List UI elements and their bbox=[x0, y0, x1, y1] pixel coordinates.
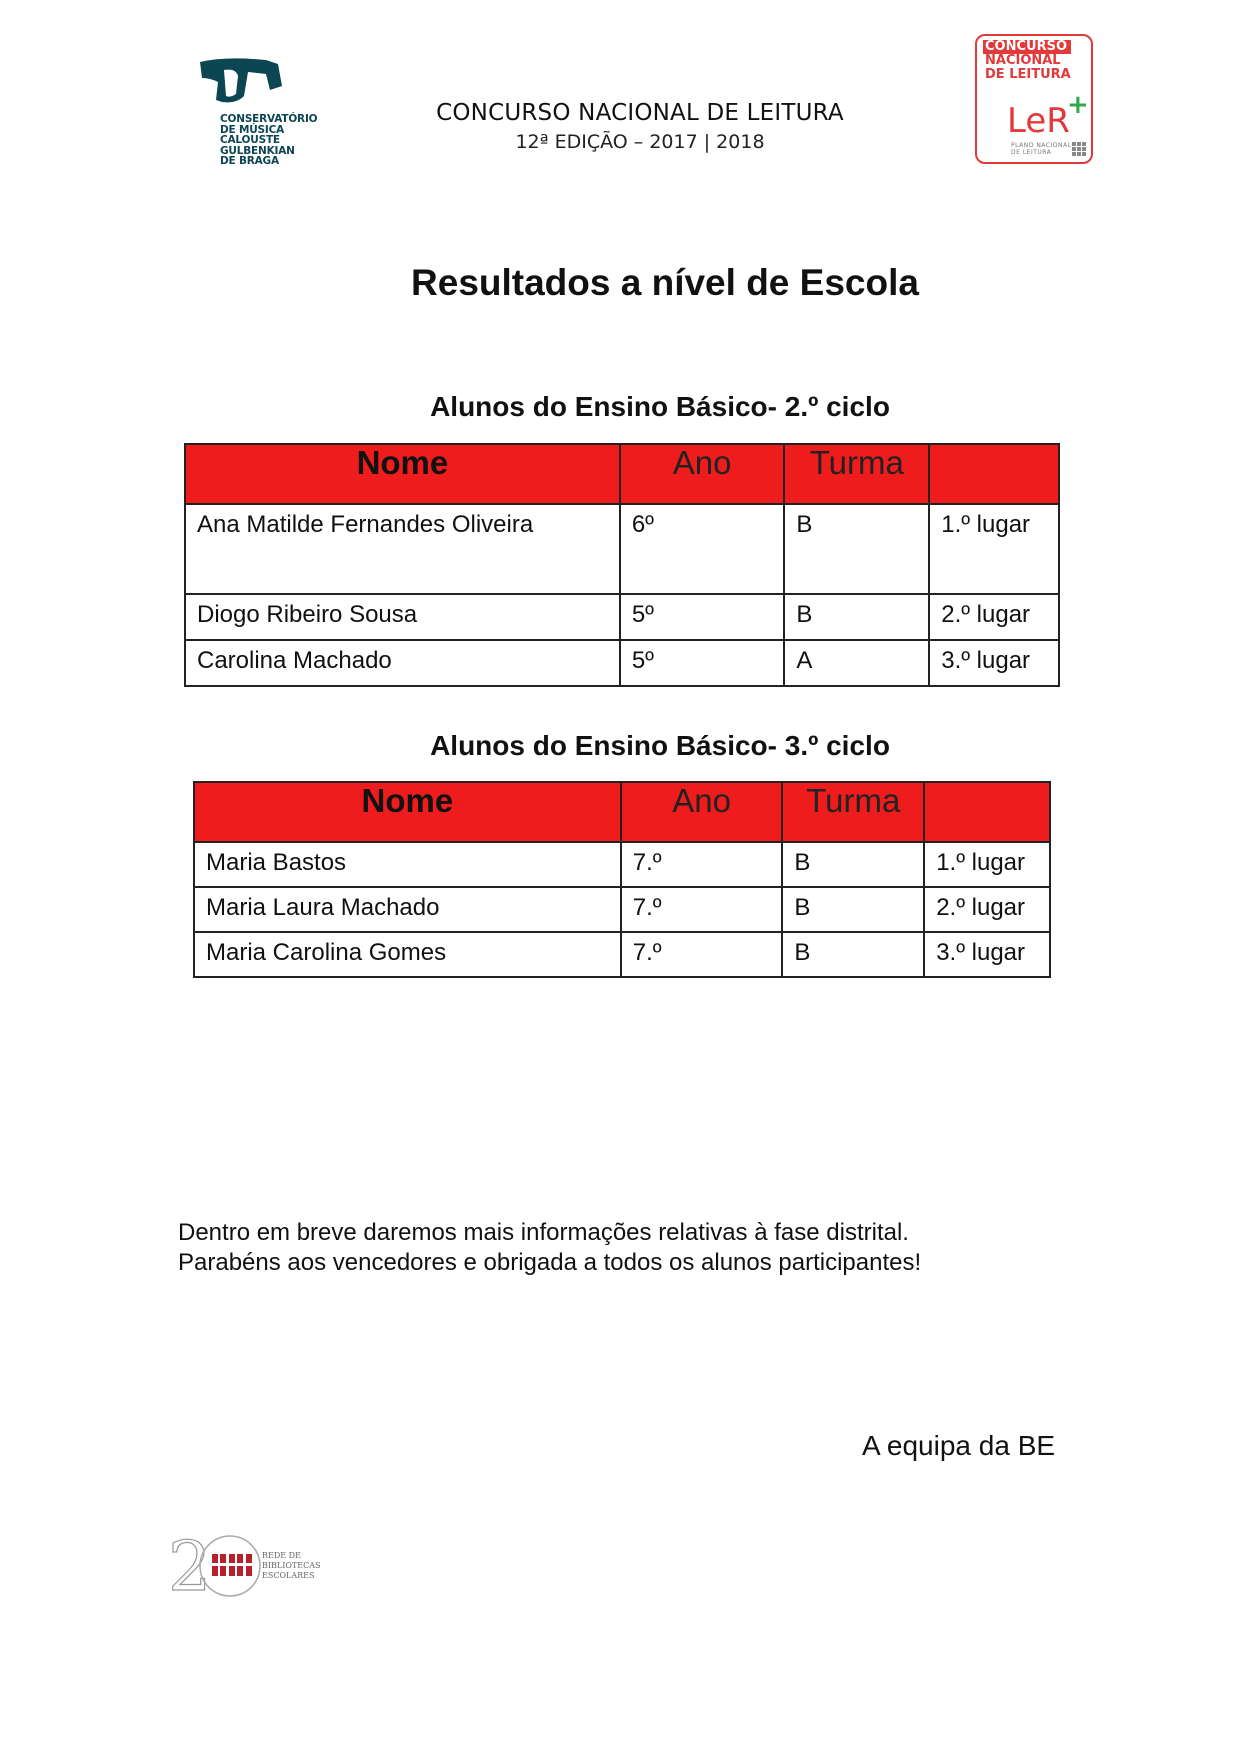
ler-logo-text: LeR bbox=[1007, 101, 1070, 141]
table-row bbox=[185, 640, 1059, 686]
column-header-lugar bbox=[924, 782, 1050, 842]
logo-line: DE BRAGA bbox=[220, 155, 279, 167]
header-center bbox=[380, 100, 900, 153]
header-title: CONCURSO NACIONAL DE LEITURA bbox=[436, 100, 844, 126]
cell-ano: 7.º bbox=[621, 932, 783, 977]
column-header-turma: Turma bbox=[782, 782, 924, 842]
logo-line: NACIONAL bbox=[985, 53, 1061, 68]
cell-nome: Carolina Machado bbox=[185, 640, 620, 686]
cell-ano: 7.º bbox=[621, 842, 783, 887]
footer-logo-line: REDE DE bbox=[262, 1551, 301, 1560]
closing-line-2: Parabéns aos vencedores e obrigada a todos os alunos participantes! bbox=[178, 1249, 922, 1276]
results-table-3-ciclo bbox=[193, 781, 1051, 978]
logo-line: CONCURSO bbox=[983, 40, 1071, 54]
conservatorio-emblem-icon bbox=[196, 56, 286, 114]
column-header-turma: Turma bbox=[784, 444, 929, 504]
logo-line: DE MÚSICA bbox=[220, 123, 285, 136]
cell-nome: Maria Carolina Gomes bbox=[194, 932, 621, 977]
column-header-lugar bbox=[929, 444, 1059, 504]
cell-turma: B bbox=[784, 504, 929, 594]
cell-turma: B bbox=[784, 594, 929, 640]
cell-nome: Maria Laura Machado bbox=[194, 887, 621, 932]
table-header-row bbox=[194, 782, 1050, 842]
cell-turma: B bbox=[782, 842, 924, 887]
column-header-ano: Ano bbox=[621, 782, 783, 842]
grid-icon bbox=[1072, 142, 1086, 156]
closing-line-1: Dentro em breve daremos mais informações relativas à fase distrital. bbox=[178, 1219, 909, 1246]
cell-lugar: 3.º lugar bbox=[924, 932, 1050, 977]
section-heading-3-ciclo: Alunos do Ensino Básico- 3.º ciclo bbox=[430, 730, 890, 761]
cell-nome: Diogo Ribeiro Sousa bbox=[185, 594, 620, 640]
results-table-2-ciclo bbox=[184, 443, 1060, 687]
table-row bbox=[194, 842, 1050, 887]
logo-line: DE LEITURA bbox=[1011, 149, 1052, 156]
cell-ano: 5º bbox=[620, 594, 785, 640]
rede-bibliotecas-escolares-logo bbox=[168, 1526, 338, 1598]
cell-nome: Ana Matilde Fernandes Oliveira bbox=[185, 504, 620, 594]
footer-logo-line: BIBLIOTECAS bbox=[262, 1561, 321, 1570]
pnl-logo-text bbox=[1011, 142, 1071, 156]
conservatorio-text bbox=[220, 114, 317, 167]
cell-ano: 6º bbox=[620, 504, 785, 594]
cell-turma: A bbox=[784, 640, 929, 686]
logo-line: DE LEITURA bbox=[985, 67, 1071, 82]
cell-lugar: 2.º lugar bbox=[929, 594, 1059, 640]
conservatorio-logo bbox=[196, 56, 326, 172]
page-title: Resultados a nível de Escola bbox=[411, 262, 919, 303]
cell-turma: B bbox=[782, 932, 924, 977]
plus-icon: + bbox=[1067, 90, 1089, 120]
rbe-20-anos-icon bbox=[168, 1526, 338, 1598]
signature: A equipa da BE bbox=[862, 1430, 1056, 1461]
column-header-nome: Nome bbox=[194, 782, 621, 842]
header-subtitle: 12ª EDIÇÃO – 2017 | 2018 bbox=[515, 131, 765, 153]
table-row bbox=[185, 594, 1059, 640]
section-heading-2-ciclo: Alunos do Ensino Básico- 2.º ciclo bbox=[430, 391, 890, 422]
closing-message bbox=[178, 1218, 921, 1278]
table-row bbox=[185, 504, 1059, 594]
cell-lugar: 3.º lugar bbox=[929, 640, 1059, 686]
table-row bbox=[194, 887, 1050, 932]
footer-logo-line: ESCOLARES bbox=[262, 1571, 315, 1580]
cnl-logo-text bbox=[985, 40, 1071, 82]
cell-lugar: 1.º lugar bbox=[924, 842, 1050, 887]
logo-line: CALOUSTE bbox=[220, 134, 280, 146]
table-row bbox=[194, 932, 1050, 977]
svg-text:2: 2 bbox=[168, 1528, 212, 1598]
logo-line: PLANO NACIONAL bbox=[1011, 142, 1072, 149]
table-header-row bbox=[185, 444, 1059, 504]
cell-lugar: 2.º lugar bbox=[924, 887, 1050, 932]
cell-ano: 7.º bbox=[621, 887, 783, 932]
logo-line: GULBENKIAN bbox=[220, 144, 295, 157]
column-header-ano: Ano bbox=[620, 444, 785, 504]
column-header-nome: Nome bbox=[185, 444, 620, 504]
cell-ano: 5º bbox=[620, 640, 785, 686]
concurso-nacional-leitura-logo bbox=[975, 34, 1093, 164]
logo-line: CONSERVATÓRIO bbox=[220, 113, 318, 125]
cell-lugar: 1.º lugar bbox=[929, 504, 1059, 594]
cell-turma: B bbox=[782, 887, 924, 932]
cell-nome: Maria Bastos bbox=[194, 842, 621, 887]
